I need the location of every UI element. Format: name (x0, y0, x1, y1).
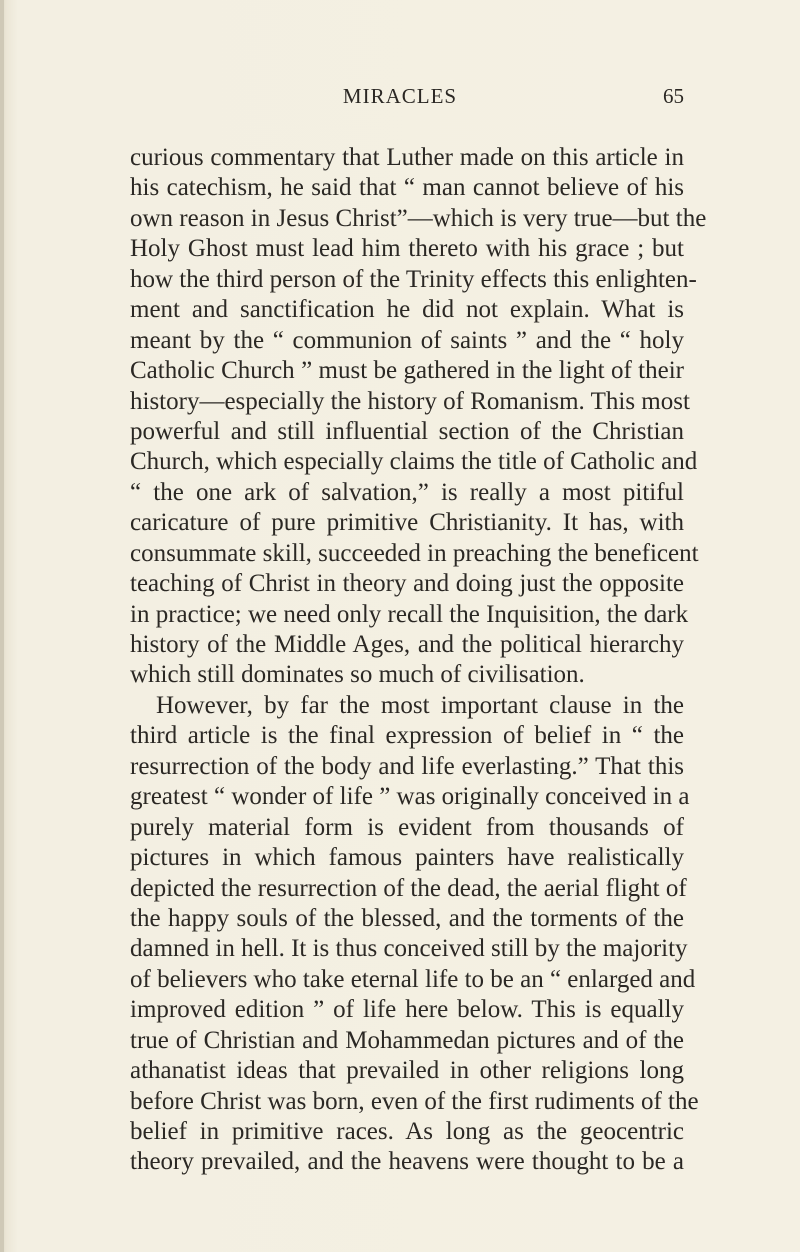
body-text (130, 143, 707, 1178)
text-line: true of Christian and Mohammedan pictures and of the (130, 1026, 684, 1054)
text-line: purely material form is evident from thousands of (130, 813, 684, 841)
text-line: the happy souls of the blessed, and the torments of the (130, 904, 684, 932)
text-line: theory prevailed, and the heavens were thought to be a (130, 1148, 684, 1176)
text-line: depicted the resurrection of the dead, the aerial flight of (130, 874, 687, 902)
text-line: own reason in Jesus Christ”—which is very true—but the (130, 204, 707, 232)
text-line: pictures in which famous painters have realistically (130, 844, 684, 872)
text-line: in practice; we need only recall the Inquisition, the dark (130, 600, 689, 628)
text-line: powerful and still influential section of the Christian (130, 417, 684, 445)
text-line: belief in primitive races. As long as the geocentric (130, 1118, 684, 1145)
text-line: curious commentary that Luther made on this article in (130, 144, 684, 171)
text-line: of believers who take eternal life to be an “ enlarged and (130, 965, 696, 993)
text-line: meant by the “ communion of saints ” and the “ holy (130, 326, 684, 354)
running-head (0, 84, 800, 114)
text-line: history—especially the history of Romanism. This most (130, 387, 690, 415)
text-line: ment and sanctification he did not explain. What is (130, 296, 684, 324)
text-line: third article is the final expression of belief in “ the (130, 722, 684, 750)
text-line: damned in hell. It is thus conceived still by the majority (130, 935, 688, 963)
text-line: “ the one ark of salvation,” is really a most pitiful (130, 478, 684, 506)
text-line: athanatist ideas that prevailed in other religions long (130, 1057, 684, 1085)
text-line: how the third person of the Trinity effects this enlighten- (130, 265, 697, 293)
text-line: improved edition ” of life here below. This is equally (130, 996, 684, 1024)
text-line: greatest “ wonder of life ” was originally conceived in a (130, 783, 690, 811)
text-line: resurrection of the body and life everlasting.” That this (130, 752, 684, 780)
text-line: Holy Ghost must lead him thereto with his grace ; but (130, 235, 684, 263)
text-line: Catholic Church ” must be gathered in the light of their (130, 357, 684, 385)
text-line: history of the Middle Ages, and the political hierarchy (130, 631, 684, 658)
text-line: which still dominates so much of civilisation. (130, 661, 585, 689)
text-line: before Christ was born, even of the first rudiments of the (130, 1087, 699, 1115)
page-number: 65 (663, 84, 684, 108)
text-line: Church, which especially claims the title of Catholic and (130, 448, 698, 476)
text-line: teaching of Christ in theory and doing just the opposite (130, 570, 684, 598)
spine-shadow (0, 0, 4, 1252)
text-line: consummate skill, succeeded in preaching the beneficent (130, 539, 699, 567)
text-line: However, by far the most important clause in the (156, 691, 684, 719)
running-head-title: MIRACLES (342, 84, 458, 108)
text-line: his catechism, he said that “ man cannot believe of his (130, 174, 684, 202)
text-line: caricature of pure primitive Christianity. It has, with (130, 509, 684, 537)
